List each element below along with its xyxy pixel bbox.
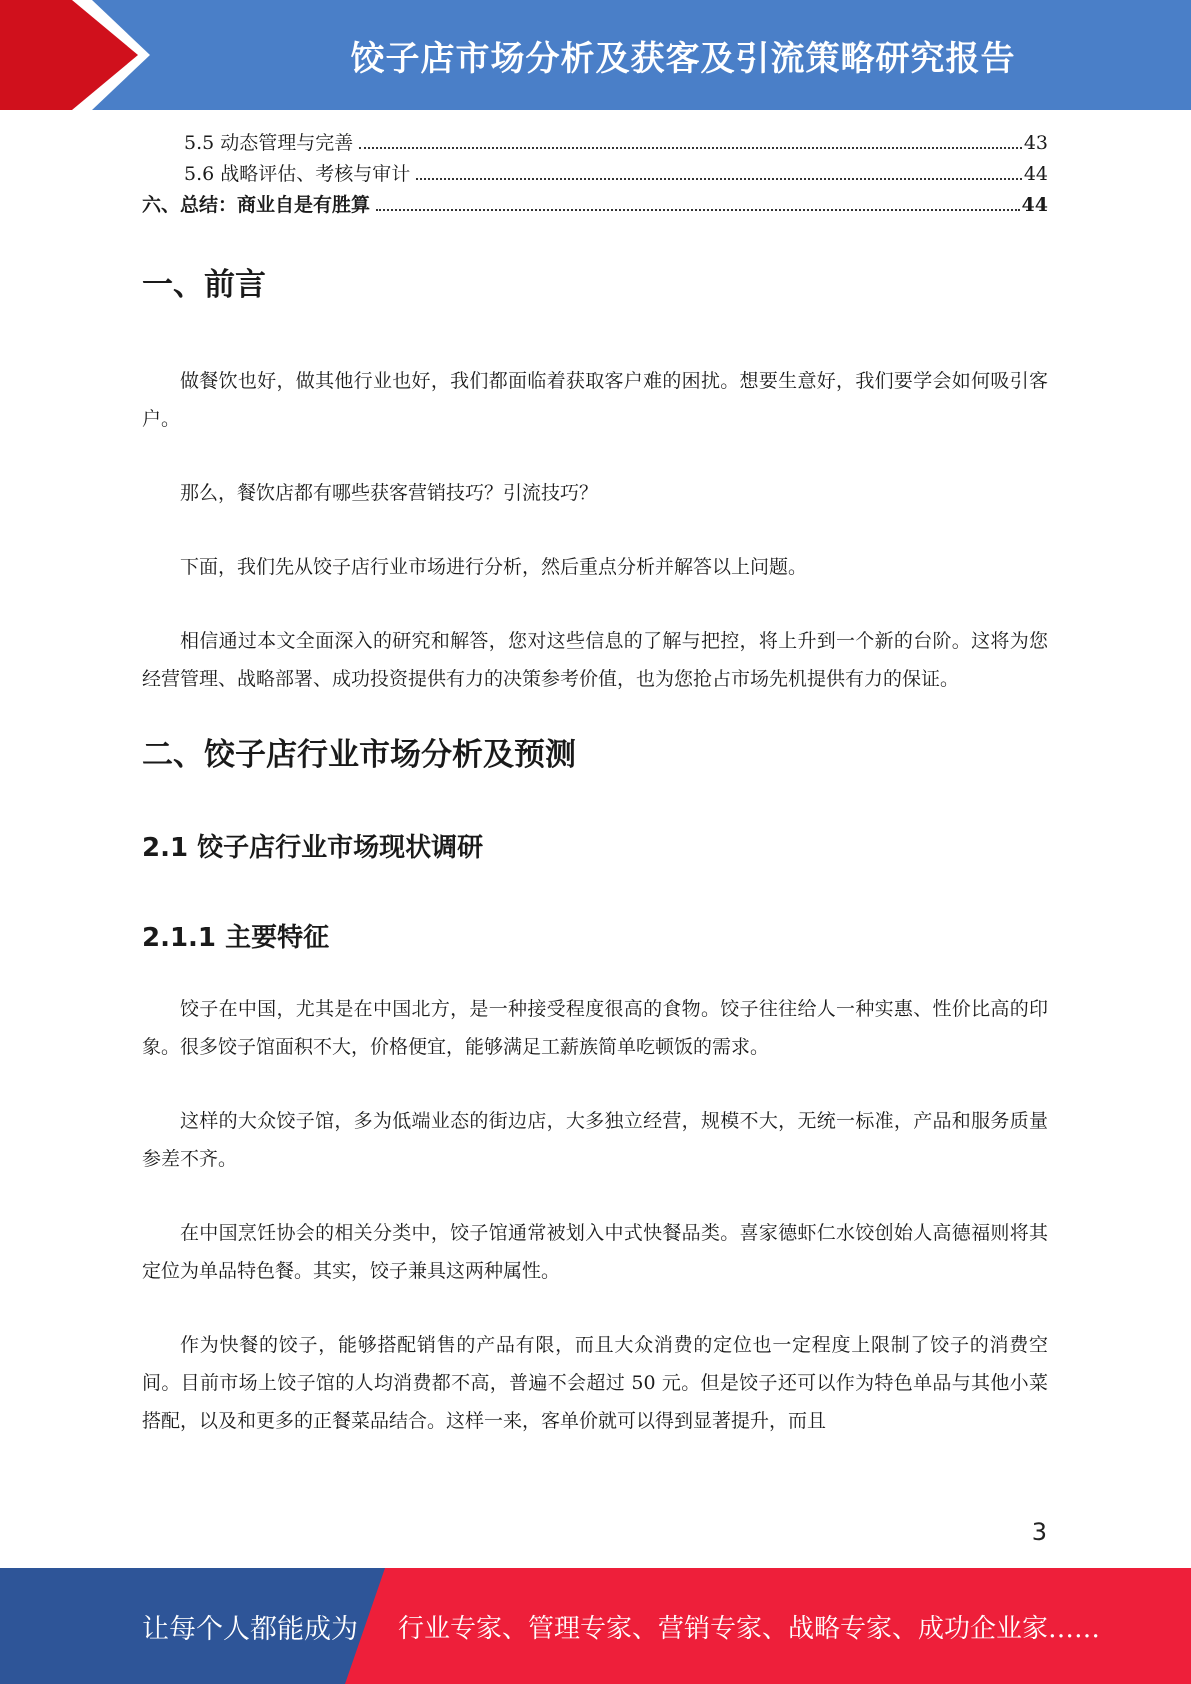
paragraph: 那么，餐饮店都有哪些获客营销技巧？引流技巧？: [180, 482, 599, 504]
document-title: 饺子店市场分析及获客及引流策略研究报告: [350, 38, 1016, 79]
toc-leader: [376, 208, 1020, 211]
paragraph: 在中国烹饪协会的相关分类中，饺子馆通常被划入中式快餐品类。喜家德虾仁水饺创始人高德福则将其定位为单品特色餐。其实，饺子兼具这两种属性。: [142, 1222, 1048, 1282]
paragraph: 这样的大众饺子馆，多为低端业态的街边店，大多独立经营，规模不大，无统一标准，产品和服务质量参差不齐。: [142, 1110, 1048, 1170]
toc-leader: [359, 146, 1022, 149]
toc-entry-5-6[interactable]: [142, 159, 1048, 190]
toc-leader: [416, 177, 1022, 180]
paragraph: 相信通过本文全面深入的研究和解答，您对这些信息的了解与把控，将上升到一个新的台阶。这将为您经营管理、战略部署、成功投资提供有力的决策参考价值，也为您抢占市场先机提供有力的保证。: [142, 630, 1048, 690]
toc-label: 5.6 战略评估、考核与审计: [184, 163, 411, 185]
footer-slogan-left: 让每个人都能成为: [142, 1613, 358, 1645]
paragraph: 作为快餐的饺子，能够搭配销售的产品有限，而且大众消费的定位也一定程度上限制了饺子的消费空间。目前市场上饺子馆的人均消费都不高，普遍不会超过 50 元。但是饺子还可以作为特色单品与其他小菜搭配，以及和更多的正餐菜品结合。这样一来，客单价就可以得到显著提升，而且: [142, 1334, 1048, 1432]
header-banner: [0, 0, 1191, 110]
footer-slogan-right: 行业专家、管理专家、营销专家、战略专家、成功企业家……: [398, 1613, 1101, 1644]
section-heading-preface: 一、前言: [142, 267, 266, 303]
subsection-heading-market-status: 2.1 饺子店行业市场现状调研: [142, 833, 484, 863]
toc-page: 44: [1021, 194, 1048, 216]
toc-label: 六、总结：商业自是有胜算: [142, 194, 371, 216]
footer-banner: [0, 1568, 1191, 1684]
page-number: 3: [1031, 1518, 1047, 1546]
paragraph: 下面，我们先从饺子店行业市场进行分析，然后重点分析并解答以上问题。: [180, 556, 808, 578]
subsection-heading-main-features: 2.1.1 主要特征: [142, 923, 330, 953]
paragraph: 做餐饮也好，做其他行业也好，我们都面临着获取客户难的困扰。想要生意好，我们要学会如何吸引客户。: [142, 370, 1048, 430]
toc-page: 43: [1023, 132, 1048, 154]
table-of-contents: [142, 128, 1048, 221]
toc-entry-6[interactable]: [142, 190, 1048, 221]
toc-entry-5-5[interactable]: [142, 128, 1048, 159]
section-heading-market-analysis: 二、饺子店行业市场分析及预测: [142, 737, 576, 773]
paragraph: 饺子在中国，尤其是在中国北方，是一种接受程度很高的食物。饺子往往给人一种实惠、性价比高的印象。很多饺子馆面积不大，价格便宜，能够满足工薪族简单吃顿饭的需求。: [142, 998, 1048, 1058]
main-content: [142, 260, 1048, 1440]
chevron-decoration-red: [0, 0, 140, 110]
toc-label: 5.5 动态管理与完善: [184, 132, 354, 154]
toc-page: 44: [1023, 163, 1048, 185]
